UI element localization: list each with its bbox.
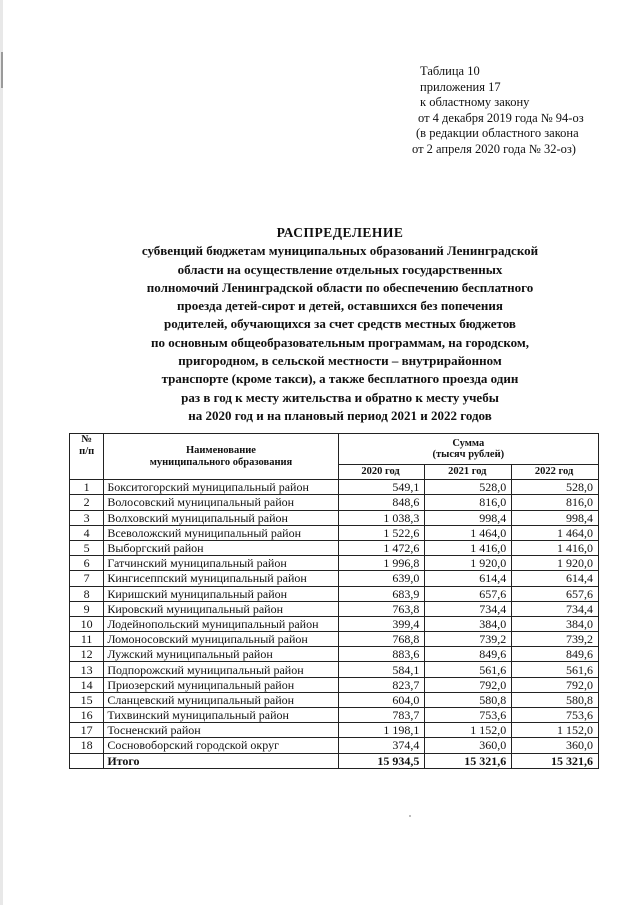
row-2020: 848,6 [338,495,425,510]
header-name-line1: Наименование [185,445,256,457]
row-2021: 561,6 [425,662,512,677]
title-line: пригородном, в сельской местности – внутрирайонном [178,353,502,369]
distribution-table [69,433,599,769]
table-row [70,540,599,555]
row-number: 5 [70,540,104,555]
row-name: Подпорожский муниципальный район [104,662,338,677]
reference-table-number: Таблица 10 [420,64,480,78]
row-number: 10 [70,616,104,631]
header-year-2021: 2021 год [425,465,512,480]
header-name [104,434,338,480]
scan-edge [0,0,3,905]
row-2022: 384,0 [512,616,599,631]
row-2021: 657,6 [425,586,512,601]
table-row [70,723,599,738]
row-2022: 1 464,0 [512,525,599,540]
row-2022: 739,2 [512,632,599,647]
row-2022: 614,4 [512,571,599,586]
title-heading: РАСПРЕДЕЛЕНИЕ [276,225,404,240]
table-row [70,708,599,723]
row-2021: 998,4 [425,510,512,525]
scan-speck [409,815,411,817]
row-2020: 768,8 [338,632,425,647]
row-2021: 1 152,0 [425,723,512,738]
total-2021: 15 321,6 [425,753,512,768]
row-number: 15 [70,692,104,707]
row-2022: 1 152,0 [512,723,599,738]
row-name: Бокситогорский муниципальный район [104,480,338,495]
header-year-2020: 2020 год [338,465,425,480]
row-2021: 1 464,0 [425,525,512,540]
row-2020: 584,1 [338,662,425,677]
table-row [70,601,599,616]
row-name: Ломоносовский муниципальный район [104,632,338,647]
row-2020: 1 996,8 [338,556,425,571]
document-title [80,224,600,425]
header-number-symbol: № [81,434,92,445]
scan-mark [1,52,3,88]
row-2020: 1 472,6 [338,540,425,555]
row-2021: 1 920,0 [425,556,512,571]
row-name: Сосновоборский городской округ [104,738,338,753]
row-2021: 734,4 [425,601,512,616]
row-2021: 384,0 [425,616,512,631]
row-number: 7 [70,571,104,586]
table-row [70,692,599,707]
row-name: Волховский муниципальный район [104,510,338,525]
table-row [70,480,599,495]
row-number: 14 [70,677,104,692]
table-row [70,525,599,540]
reference-appendix: приложения 17 [420,79,501,94]
row-2021: 360,0 [425,738,512,753]
header-sum-line2: (тысяч рублей) [432,449,505,460]
table-row [70,677,599,692]
table-row [70,647,599,662]
total-label: Итого [104,753,338,768]
header-name-line2: муниципального образования [149,456,293,468]
table-row [70,495,599,510]
row-name: Волосовский муниципальный район [104,495,338,510]
row-2020: 823,7 [338,677,425,692]
row-number: 18 [70,738,104,753]
row-number: 1 [70,480,104,495]
row-2020: 604,0 [338,692,425,707]
header-sum-line1: Сумма [452,437,485,449]
row-2020: 1 198,1 [338,723,425,738]
title-line: области на осуществление отдельных государственных [177,261,503,277]
row-2022: 657,6 [512,586,599,601]
row-2020: 883,6 [338,647,425,662]
title-line: по основным общеобразовательным программам, на городском, [150,334,530,350]
title-line: полномочий Ленинградской области по обеспечению бесплатного [146,279,534,295]
row-2021: 849,6 [425,647,512,662]
table-row [70,632,599,647]
row-number: 2 [70,495,104,510]
row-2022: 561,6 [512,662,599,677]
row-name: Тосненский район [104,723,338,738]
row-name: Сланцевский муниципальный район [104,692,338,707]
total-2020: 15 934,5 [338,753,425,768]
header-number-abbr: п/п [79,445,95,457]
row-name: Тихвинский муниципальный район [104,708,338,723]
row-name: Кингисеппский муниципальный район [104,571,338,586]
row-2020: 399,4 [338,616,425,631]
row-2020: 783,7 [338,708,425,723]
row-number: 6 [70,556,104,571]
row-name: Всеволожский муниципальный район [104,525,338,540]
header-sum [338,434,598,465]
row-2022: 753,6 [512,708,599,723]
row-number: 12 [70,647,104,662]
row-name: Приозерский муниципальный район [104,677,338,692]
row-number: 9 [70,601,104,616]
row-2020: 1 038,3 [338,510,425,525]
row-2020: 1 522,6 [338,525,425,540]
title-line: проезда детей-сирот и детей, оставшихся без попечения [177,298,503,314]
reference-law: к областному закону [420,95,530,109]
row-2021: 816,0 [425,495,512,510]
table-row [70,510,599,525]
row-2022: 849,6 [512,647,599,662]
row-2020: 549,1 [338,480,425,495]
table-row [70,556,599,571]
row-2020: 639,0 [338,571,425,586]
row-2022: 580,8 [512,692,599,707]
title-line: на 2020 год и на плановый период 2021 и 2022 годов [188,407,492,423]
row-2021: 792,0 [425,677,512,692]
row-number: 3 [70,510,104,525]
reference-block [398,64,634,157]
row-number: 8 [70,586,104,601]
title-line: субвенций бюджетам муниципальных образований Ленинградской [141,243,539,259]
row-name: Лодейнопольский муниципальный район [104,616,338,631]
row-number: 16 [70,708,104,723]
row-2021: 739,2 [425,632,512,647]
row-2021: 528,0 [425,480,512,495]
row-name: Киришский муниципальный район [104,586,338,601]
row-2021: 580,8 [425,692,512,707]
title-line: родителей, обучающихся за счет средств местных бюджетов [164,316,516,332]
row-2022: 1 920,0 [512,556,599,571]
row-2020: 763,8 [338,601,425,616]
row-2020: 374,4 [338,738,425,753]
row-number: 4 [70,525,104,540]
row-2021: 753,6 [425,708,512,723]
row-name: Выборгский район [104,540,338,555]
total-row [70,753,599,768]
row-name: Кировский муниципальный район [104,601,338,616]
row-name: Лужский муниципальный район [104,647,338,662]
row-2022: 734,4 [512,601,599,616]
row-number: 11 [70,632,104,647]
table-row [70,662,599,677]
row-2022: 528,0 [512,480,599,495]
row-2021: 1 416,0 [425,540,512,555]
table-row [70,586,599,601]
table-row [70,616,599,631]
table-row [70,738,599,753]
header-number [70,434,104,480]
title-line: транспорте (кроме такси), а также бесплатного проезда один [161,371,519,387]
total-num-cell [70,753,104,768]
row-number: 17 [70,723,104,738]
row-2022: 816,0 [512,495,599,510]
reference-edition: (в редакции областного закона [416,126,579,140]
row-number: 13 [70,662,104,677]
row-2022: 1 416,0 [512,540,599,555]
row-2022: 792,0 [512,677,599,692]
header-year-2022: 2022 год [512,465,599,480]
table-row [70,571,599,586]
row-2021: 614,4 [425,571,512,586]
row-2022: 360,0 [512,738,599,753]
reference-edition-date: от 2 апреля 2020 года № 32-оз) [412,141,576,156]
row-2022: 998,4 [512,510,599,525]
title-line: раз в год к месту жительства и обратно к месту учебы [181,389,499,405]
reference-law-date: от 4 декабря 2019 года № 94-оз [418,110,584,125]
row-name: Гатчинский муниципальный район [104,556,338,571]
row-2020: 683,9 [338,586,425,601]
total-2022: 15 321,6 [512,753,599,768]
